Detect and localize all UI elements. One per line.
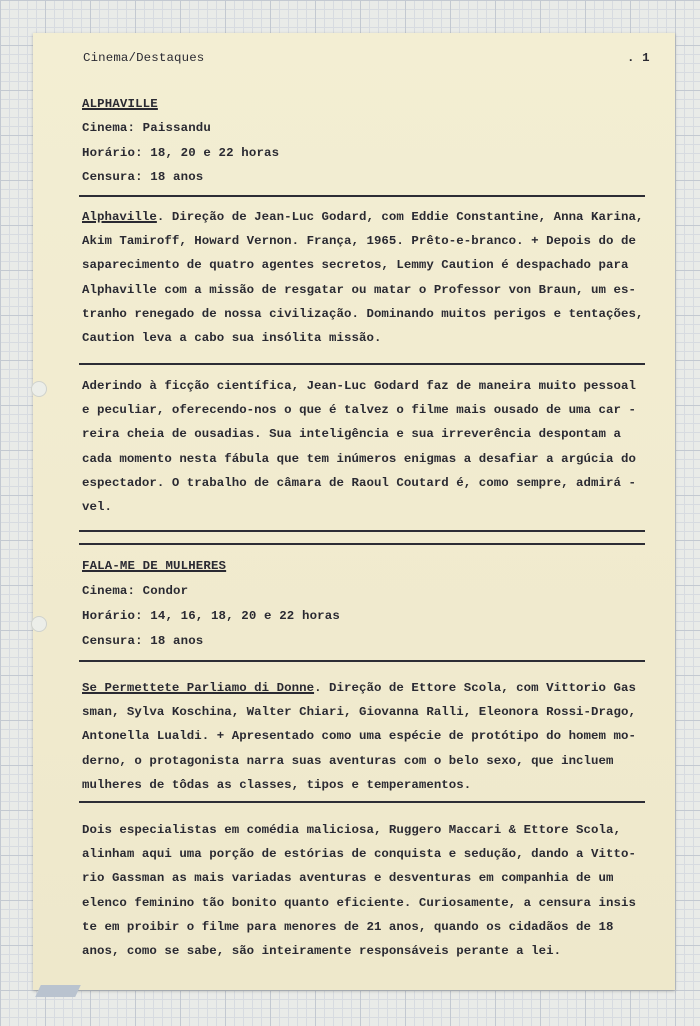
punch-hole: [31, 381, 47, 397]
film-title: FALA-ME DE MULHERES: [82, 559, 227, 573]
section-header: Cinema/Destaques: [83, 51, 205, 65]
rating-line: Censura: 18 anos: [82, 634, 204, 648]
divider: [79, 530, 645, 532]
page-number: . 1: [627, 51, 650, 65]
schedule-line: Horário: 18, 20 e 22 horas: [82, 146, 280, 160]
typewritten-page: [33, 33, 675, 990]
rating-line: Censura: 18 anos: [82, 170, 204, 184]
original-title: Se Permettete Parliamo di Donne: [82, 681, 315, 695]
divider: [79, 801, 645, 803]
punch-hole: [31, 616, 47, 632]
review-paragraph: Dois especialistas em comédia maliciosa, Ruggero Maccari & Ettore Scola, alinham aqui uma porção de estórias de conquista e sedução, dando a Vitto- rio Gassman as mais variadas aventuras e desventuras em companhia de um elenco feminino tão bonito quanto eficiente. Curiosamente, a censura insis te em proibir o filme para menores de 21 anos, quando os cidadãos de 18 anos, como se sabe, são inteiramente responsáveis perante a lei.: [82, 823, 636, 958]
film-title: ALPHAVILLE: [82, 97, 158, 111]
divider: [79, 543, 645, 545]
underlying-sheet-corner: [35, 985, 81, 997]
schedule-line: Horário: 14, 16, 18, 20 e 22 horas: [82, 609, 340, 623]
divider: [79, 195, 645, 197]
cinema-line: Cinema: Paissandu: [82, 121, 211, 135]
synopsis-paragraph: Se Permettete Parliamo di Donne. Direção de Ettore Scola, com Vittorio Gas sman, Sylva Koschina, Walter Chiari, Giovanna Ralli, Eleonora Rossi-Drago, Antonella Lualdi. + Apresentado como uma espécie de protótipo do homem mo- derno, o protagonista narra suas aventuras com o belo sexo, que incluem mulheres de tôdas as classes, tipos e temperamentos.: [82, 681, 636, 792]
divider: [79, 363, 645, 365]
original-title: Alphaville: [82, 210, 157, 224]
cinema-line: Cinema: Condor: [82, 584, 189, 598]
divider: [79, 660, 645, 662]
synopsis-paragraph: Alphaville. Direção de Jean-Luc Godard, com Eddie Constantine, Anna Karina, Akim Tamiroff, Howard Vernon. França, 1965. Prêto-e-branco. + Depois do de saparecimento de quatro agentes secretos, Lemmy Caution é despachado para Alphaville com a missão de resgatar ou matar o Professor von Braun, um es- tranho renegado de nossa civilização. Dominando muitos perigos e tentações, Caution leva a cabo sua insólita missão.: [82, 210, 644, 345]
review-paragraph: Aderindo à ficção científica, Jean-Luc Godard faz de maneira muito pessoal e peculiar, oferecendo-nos o que é talvez o filme mais ousado de uma car - reira cheia de ousadias. Sua inteligência e sua irreverência despontam a cada momento nesta fábula que tem inúmeros enigmas a desafiar a argúcia do espectador. O trabalho de câmara de Raoul Coutard é, como sempre, admirá - vel.: [82, 379, 636, 514]
